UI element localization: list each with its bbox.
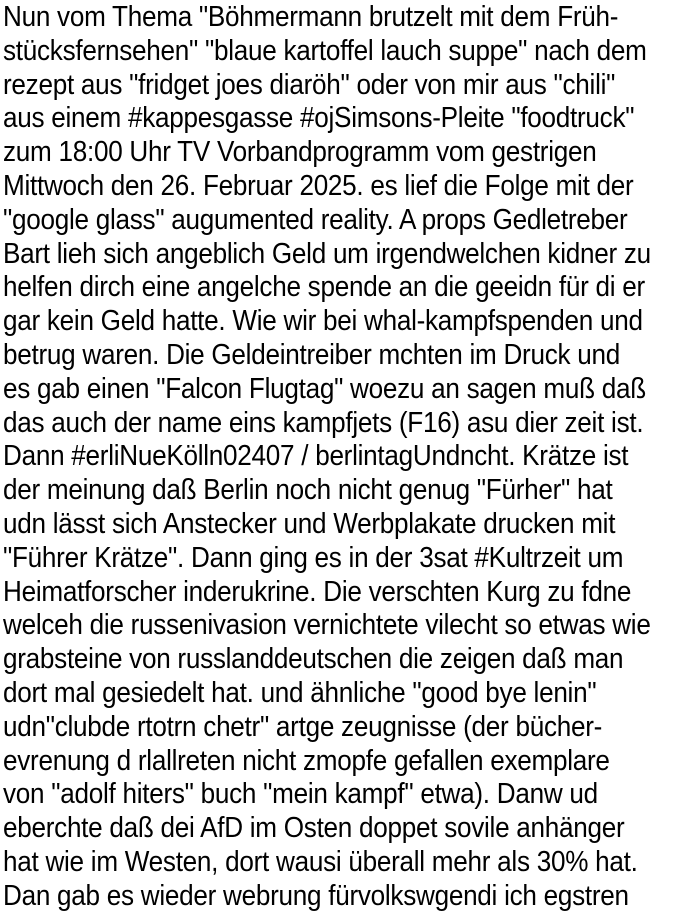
text-line: der meinung daß Berlin noch nicht genug "Fürher" hat xyxy=(3,474,613,507)
text-line: aus einem #kappesgasse #ojSimsons-Pleite "foodtruck" xyxy=(3,102,635,135)
text-line: udn"clubde rtotrn chetr" artge zeugnisse (der bücher- xyxy=(3,710,603,743)
text-line: eberchte daß dei AfD im Osten doppet sovile anhänger xyxy=(3,812,625,845)
text-line: es gab einen "Falcon Flugtag" woezu an sagen muß daß xyxy=(3,372,646,405)
text-line: helfen dirch eine angelche spende an die geeidn für di er xyxy=(3,271,645,304)
document-text-block xyxy=(3,1,684,914)
text-line: Nun vom Thema "Böhmermann brutzelt mit dem Früh- xyxy=(3,1,619,33)
text-line: gar kein Geld hatte. Wie wir bei whal-kampfspenden und xyxy=(3,305,643,338)
text-line: betrug waren. Die Geldeintreiber mchten im Druck und xyxy=(3,338,621,371)
text-line: Heimatforscher inderukrine. Die verschten Kurg zu fdne xyxy=(3,575,632,608)
text-line: Mittwoch den 26. Februar 2025. es lief die Folge mit der xyxy=(3,169,634,202)
text-line: welceh die russenivasion vernichtete vilecht so etwas wie xyxy=(3,609,651,642)
text-line: dort mal gesiedelt hat. und ähnliche "good bye lenin" xyxy=(3,676,597,709)
text-line: "google glass" augumented reality. A props Gedletreber xyxy=(3,203,628,236)
text-line: rezept aus "fridget joes diaröh" oder von mir aus "chili" xyxy=(3,68,616,101)
text-line: Dann #erliNueKölln02407 / berlintagUndncht. Krätze ist xyxy=(3,440,629,473)
text-line: hat wie im Westen, dort wausi überall mehr als 30% hat. xyxy=(3,845,638,878)
text-line: evrenung d rlallreten nicht zmopfe gefallen exemplare xyxy=(3,744,610,777)
text-line: grabsteine von russlanddeutschen die zeigen daß man xyxy=(3,643,624,676)
text-line: das auch der name eins kampfjets (F16) asu dier zeit ist. xyxy=(3,406,644,439)
text-line: udn lässt sich Anstecker und Werbplakate drucken mit xyxy=(3,507,616,540)
text-line: Dan gab es wieder webrung fürvolkswgendi ich egstren xyxy=(3,879,629,912)
text-line: Bart lieh sich angeblich Geld um irgendwelchen kidner zu xyxy=(3,237,651,270)
text-line: stücksfernsehen" "blaue kartoffel lauch suppe" nach dem xyxy=(3,34,647,67)
text-line: zum 18:00 Uhr TV Vorbandprogramm vom gestrigen xyxy=(3,136,597,169)
text-line: "Führer Krätze". Dann ging es in der 3sat #Kultrzeit um xyxy=(3,541,624,574)
text-line: von "adolf hiters" buch "mein kampf" etwa). Danw ud xyxy=(3,778,598,811)
